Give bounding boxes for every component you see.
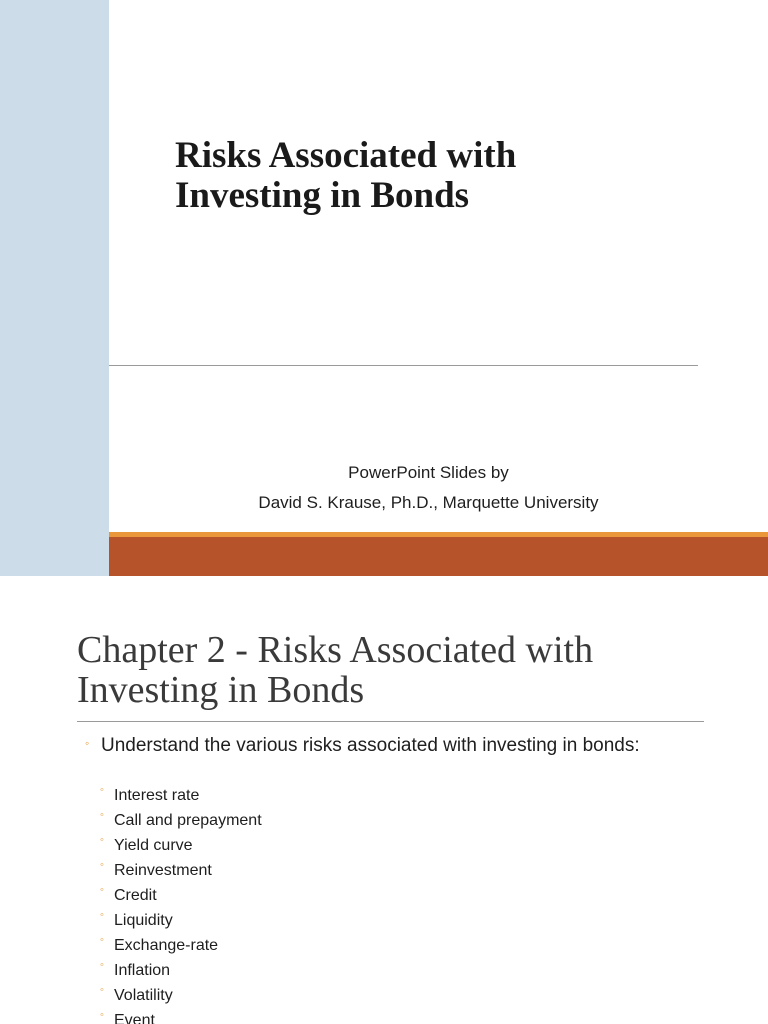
risk-label: Yield curve: [114, 837, 193, 854]
risk-list-item: [100, 908, 262, 933]
intro-bullet-text: Understand the various risks associated with investing in bonds:: [101, 735, 640, 756]
risk-label: Exchange-rate: [114, 937, 219, 954]
sub-bullet-icon: ◦: [100, 784, 104, 796]
risk-label: Liquidity: [114, 912, 173, 929]
risk-label: Interest rate: [114, 787, 200, 804]
sub-bullet-icon: ◦: [100, 859, 104, 871]
risk-list-item: [100, 858, 262, 883]
chapter-title-line-2: Investing in Bonds: [77, 669, 365, 711]
risk-list-item: [100, 933, 262, 958]
subtitle-line-2: David S. Krause, Ph.D., Marquette University: [258, 493, 599, 512]
risk-list-item: [100, 883, 262, 908]
risk-list-item: [100, 1008, 262, 1024]
title-divider: [109, 365, 698, 366]
sub-bullet-icon: ◦: [100, 959, 104, 971]
chapter-title: [77, 630, 717, 710]
subtitle-line-1: PowerPoint Slides by: [348, 463, 509, 482]
sub-bullet-icon: ◦: [100, 984, 104, 996]
sub-bullet-icon: ◦: [100, 884, 104, 896]
chapter-title-divider: [77, 721, 704, 722]
accent-stripe-rust: [109, 537, 768, 576]
risk-list-item: [100, 833, 262, 858]
sub-bullet-icon: ◦: [100, 1009, 104, 1021]
sub-bullet-icon: ◦: [100, 809, 104, 821]
risk-list-item: [100, 983, 262, 1008]
slide-subtitle: [109, 458, 748, 518]
left-color-band: [0, 0, 109, 576]
sub-bullet-icon: ◦: [100, 934, 104, 946]
sub-bullet-icon: ◦: [100, 834, 104, 846]
slide-title: [175, 136, 695, 216]
chapter-title-line-1: Chapter 2 - Risks Associated with: [77, 629, 594, 671]
slide-title-line-1: Risks Associated with: [175, 135, 517, 176]
sub-bullet-icon: ◦: [100, 909, 104, 921]
chapter-slide: [0, 576, 768, 1024]
bullet-icon: ◦: [85, 736, 90, 750]
risk-list-item: [100, 808, 262, 833]
risk-label: Event: [114, 1012, 155, 1024]
risk-label: Reinvestment: [114, 862, 212, 879]
risk-label: Inflation: [114, 962, 171, 979]
risk-list-item: [100, 958, 262, 983]
risk-list-item: [100, 783, 262, 808]
slide-title-line-2: Investing in Bonds: [175, 175, 470, 216]
risk-list: [100, 783, 262, 1024]
risk-label: Call and prepayment: [114, 812, 262, 829]
risk-label: Volatility: [114, 987, 173, 1004]
risk-label: Credit: [114, 887, 157, 904]
